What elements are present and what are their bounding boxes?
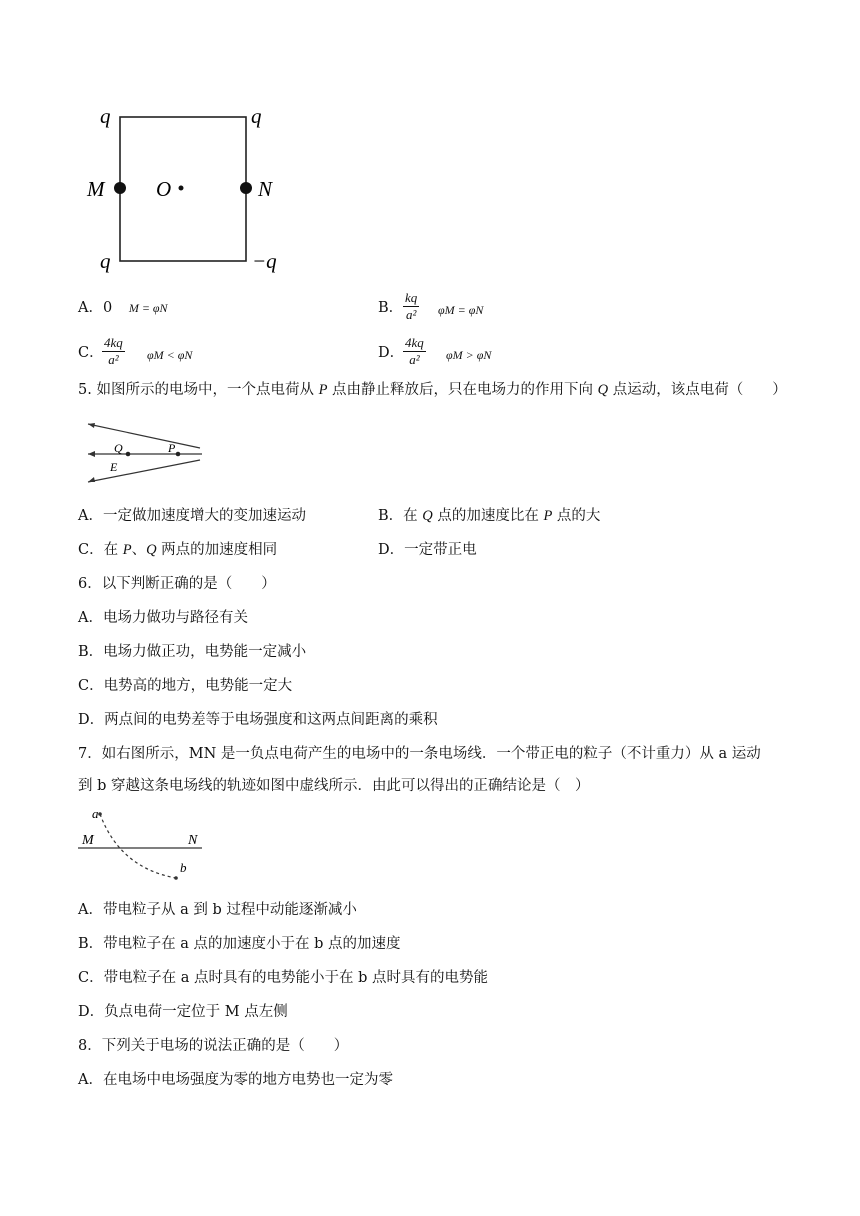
q4-option-c-fraction: $\frac{4kq}{\text{a²}}$	[104, 335, 123, 367]
charge-bottom-left: q	[100, 249, 111, 273]
q4-option-a: A．0 M = φN	[78, 300, 168, 316]
label-n: N	[188, 833, 198, 848]
arrow-middle-icon	[88, 451, 95, 457]
arrow-bottom-icon	[88, 477, 95, 482]
q6-option-d: D．两点间的电势差等于电场强度和这两点间距离的乘积	[78, 712, 438, 728]
q8-option-a: A．在电场中电场强度为零的地方电势也一定为零	[78, 1072, 393, 1088]
q8-stem: 8．下列关于电场的说法正确的是（ ）	[78, 1038, 349, 1054]
q4-option-d-relation: φM > φN	[446, 348, 492, 362]
label-m: M	[87, 177, 105, 201]
q4-option-d-fraction: $\frac{4kq}{\text{a²}}$	[405, 335, 424, 367]
label-p: P	[168, 441, 176, 455]
charge-top-left: q	[100, 104, 111, 128]
label-o: O	[156, 177, 172, 201]
q7-option-c: C．带电粒子在 a 点时具有的电势能小于在 b 点时具有的电势能	[78, 970, 488, 986]
point-p	[176, 452, 181, 457]
q7-option-b: B．带电粒子在 a 点的加速度小于在 b 点的加速度	[78, 936, 401, 952]
label-q: Q	[114, 441, 123, 455]
charge-bottom-right: −q	[252, 249, 277, 273]
field-line-bottom	[88, 460, 200, 482]
q4-option-b-fraction: $\frac{kq}{\text{a²}}$	[405, 290, 418, 322]
q7-option-a: A．带电粒子从 a 到 b 过程中动能逐渐减小	[78, 902, 357, 918]
q4-option-c-relation: φM < φN	[147, 348, 193, 362]
square-charge-figure	[80, 100, 300, 280]
q7-option-d: D．负点电荷一定位于 M 点左侧	[78, 1004, 288, 1020]
q5-option-b: B．在 Q 点的加速度比在 P 点的大	[378, 508, 601, 524]
electric-field-lines-figure	[82, 414, 212, 494]
q4-option-c: C．	[78, 345, 104, 361]
field-line-top	[88, 424, 200, 448]
charge-top-right: q	[251, 104, 262, 128]
q5-option-c: C．在 P、Q 两点的加速度相同	[78, 542, 278, 558]
q6-option-a: A．电场力做功与路径有关	[78, 610, 248, 626]
point-a	[98, 812, 102, 816]
label-a: a	[92, 806, 99, 821]
q5-option-d: D．一定带正电	[378, 542, 477, 558]
q7-stem-line-2: 到 b 穿越这条电场线的轨迹如图中虚线所示．由此可以得出的正确结论是（ ）	[78, 778, 590, 794]
q5-option-a: A．一定做加速度增大的变加速运动	[78, 508, 306, 524]
q4-option-d: D．	[378, 345, 405, 361]
q6-stem: 6．以下判断正确的是（ ）	[78, 576, 276, 592]
q4-option-b-relation: φM = φN	[438, 303, 484, 317]
q6-option-b: B．电场力做正功，电势能一定减小	[78, 644, 307, 660]
trajectory-figure	[76, 806, 206, 886]
point-b	[174, 876, 178, 880]
point-n	[240, 182, 252, 194]
point-m	[114, 182, 126, 194]
point-q	[126, 452, 131, 457]
q5-stem: 5. 如图所示的电场中，一个点电荷从 P 点由静止释放后，只在电场力的作用下向 Q 点运动，该点电荷（ ）	[78, 382, 787, 398]
particle-trajectory	[100, 814, 176, 878]
q4-option-b: B．	[378, 300, 404, 316]
label-b: b	[180, 860, 187, 875]
q6-option-c: C．电势高的地方，电势能一定大	[78, 678, 293, 694]
label-m: M	[82, 833, 94, 848]
point-o	[179, 186, 184, 191]
label-n: N	[258, 177, 273, 201]
q7-stem-line-1: 7．如右图所示，MN 是一负点电荷产生的电场中的一条电场线．一个带正电的粒子（不计重力）从 a 运动	[78, 746, 761, 762]
label-e: E	[110, 460, 118, 474]
